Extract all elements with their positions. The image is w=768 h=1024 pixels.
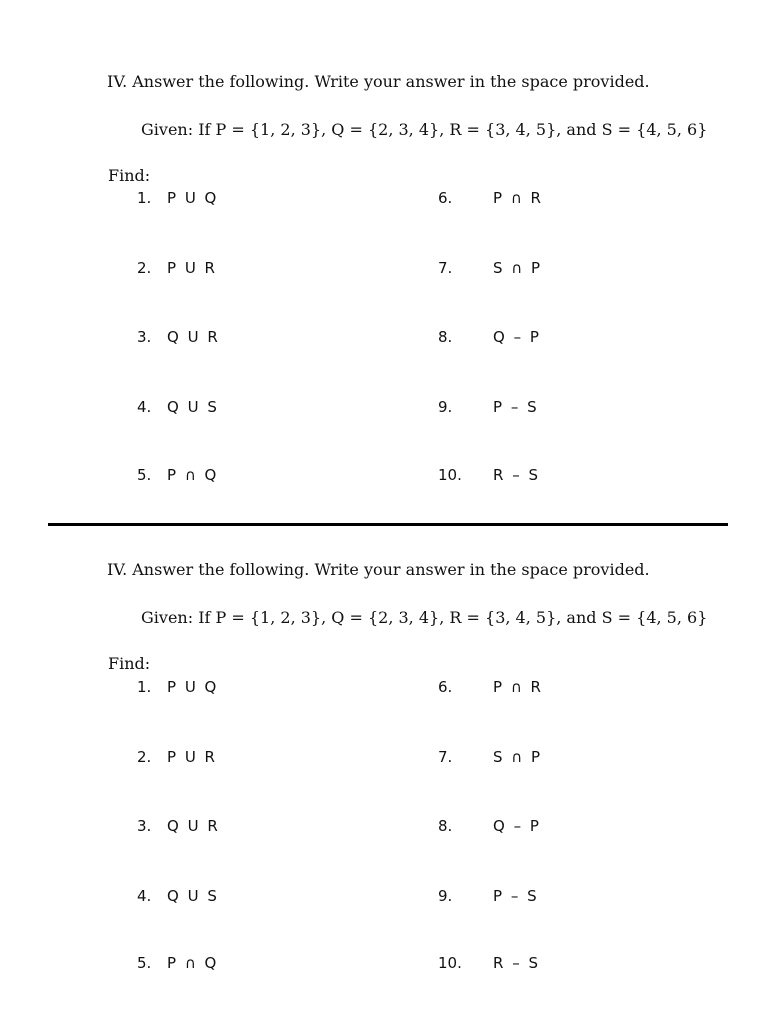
question-expression: P U R — [167, 259, 217, 277]
question-expression: Q U S — [167, 398, 219, 416]
question-expression: S ∩ P — [493, 259, 543, 277]
question-item-10 — [438, 954, 540, 972]
question-item-3 — [137, 328, 220, 346]
question-item-5 — [137, 954, 218, 972]
question-expression: P ∩ R — [493, 189, 543, 207]
question-expression: R – S — [493, 954, 540, 972]
question-number: 2. — [137, 748, 152, 766]
question-expression: P ∩ Q — [167, 466, 219, 484]
question-number: 6. — [438, 189, 453, 207]
question-item-9 — [438, 398, 539, 416]
question-expression: P – S — [493, 887, 539, 905]
question-number: 7. — [438, 748, 453, 766]
question-number: 9. — [438, 887, 453, 905]
question-expression: P U Q — [167, 678, 219, 696]
question-item-7 — [438, 259, 542, 277]
question-number: 7. — [438, 259, 453, 277]
question-item-2 — [137, 748, 217, 766]
instruction-text: IV. Answer the following. Write your answer in the space provided. — [107, 560, 650, 579]
worksheet-top — [0, 0, 768, 484]
question-expression: P U R — [167, 748, 217, 766]
question-expression: R – S — [493, 466, 540, 484]
question-number: 2. — [137, 259, 152, 277]
given-sets: Given: If P = {1, 2, 3}, Q = {2, 3, 4}, R = {3, 4, 5}, and S = {4, 5, 6} — [141, 120, 708, 139]
question-number: 5. — [137, 466, 152, 484]
question-item-8 — [438, 817, 541, 835]
question-item-1 — [137, 189, 218, 207]
question-item-5 — [137, 466, 218, 484]
question-number: 5. — [137, 954, 152, 972]
question-expression: P ∩ Q — [167, 954, 219, 972]
question-number: 3. — [137, 328, 152, 346]
question-expression: Q U S — [167, 887, 219, 905]
question-number: 6. — [438, 678, 453, 696]
question-number: 3. — [137, 817, 152, 835]
worksheet-bottom — [0, 488, 768, 972]
question-item-3 — [137, 817, 220, 835]
question-number: 8. — [438, 817, 453, 835]
question-expression: Q – P — [493, 817, 541, 835]
question-item-10 — [438, 466, 540, 484]
question-number: 9. — [438, 398, 453, 416]
given-sets: Given: If P = {1, 2, 3}, Q = {2, 3, 4}, R = {3, 4, 5}, and S = {4, 5, 6} — [141, 608, 708, 627]
question-expression: S ∩ P — [493, 748, 543, 766]
question-number: 4. — [137, 887, 152, 905]
question-item-9 — [438, 887, 539, 905]
question-expression: P ∩ R — [493, 678, 543, 696]
find-label: Find: — [108, 166, 151, 185]
question-item-7 — [438, 748, 542, 766]
question-expression: Q U R — [167, 328, 220, 346]
question-number: 10. — [438, 954, 462, 972]
question-item-2 — [137, 259, 217, 277]
question-item-4 — [137, 398, 219, 416]
question-expression: Q – P — [493, 328, 541, 346]
question-number: 1. — [137, 189, 152, 207]
question-number: 1. — [137, 678, 152, 696]
question-number: 8. — [438, 328, 453, 346]
question-item-1 — [137, 678, 218, 696]
question-item-8 — [438, 328, 541, 346]
question-item-6 — [438, 189, 543, 207]
question-number: 10. — [438, 466, 462, 484]
question-number: 4. — [137, 398, 152, 416]
question-expression: Q U R — [167, 817, 220, 835]
instruction-text: IV. Answer the following. Write your answer in the space provided. — [107, 72, 650, 91]
find-label: Find: — [108, 654, 151, 673]
question-expression: P U Q — [167, 189, 219, 207]
question-item-4 — [137, 887, 219, 905]
question-expression: P – S — [493, 398, 539, 416]
question-item-6 — [438, 678, 543, 696]
